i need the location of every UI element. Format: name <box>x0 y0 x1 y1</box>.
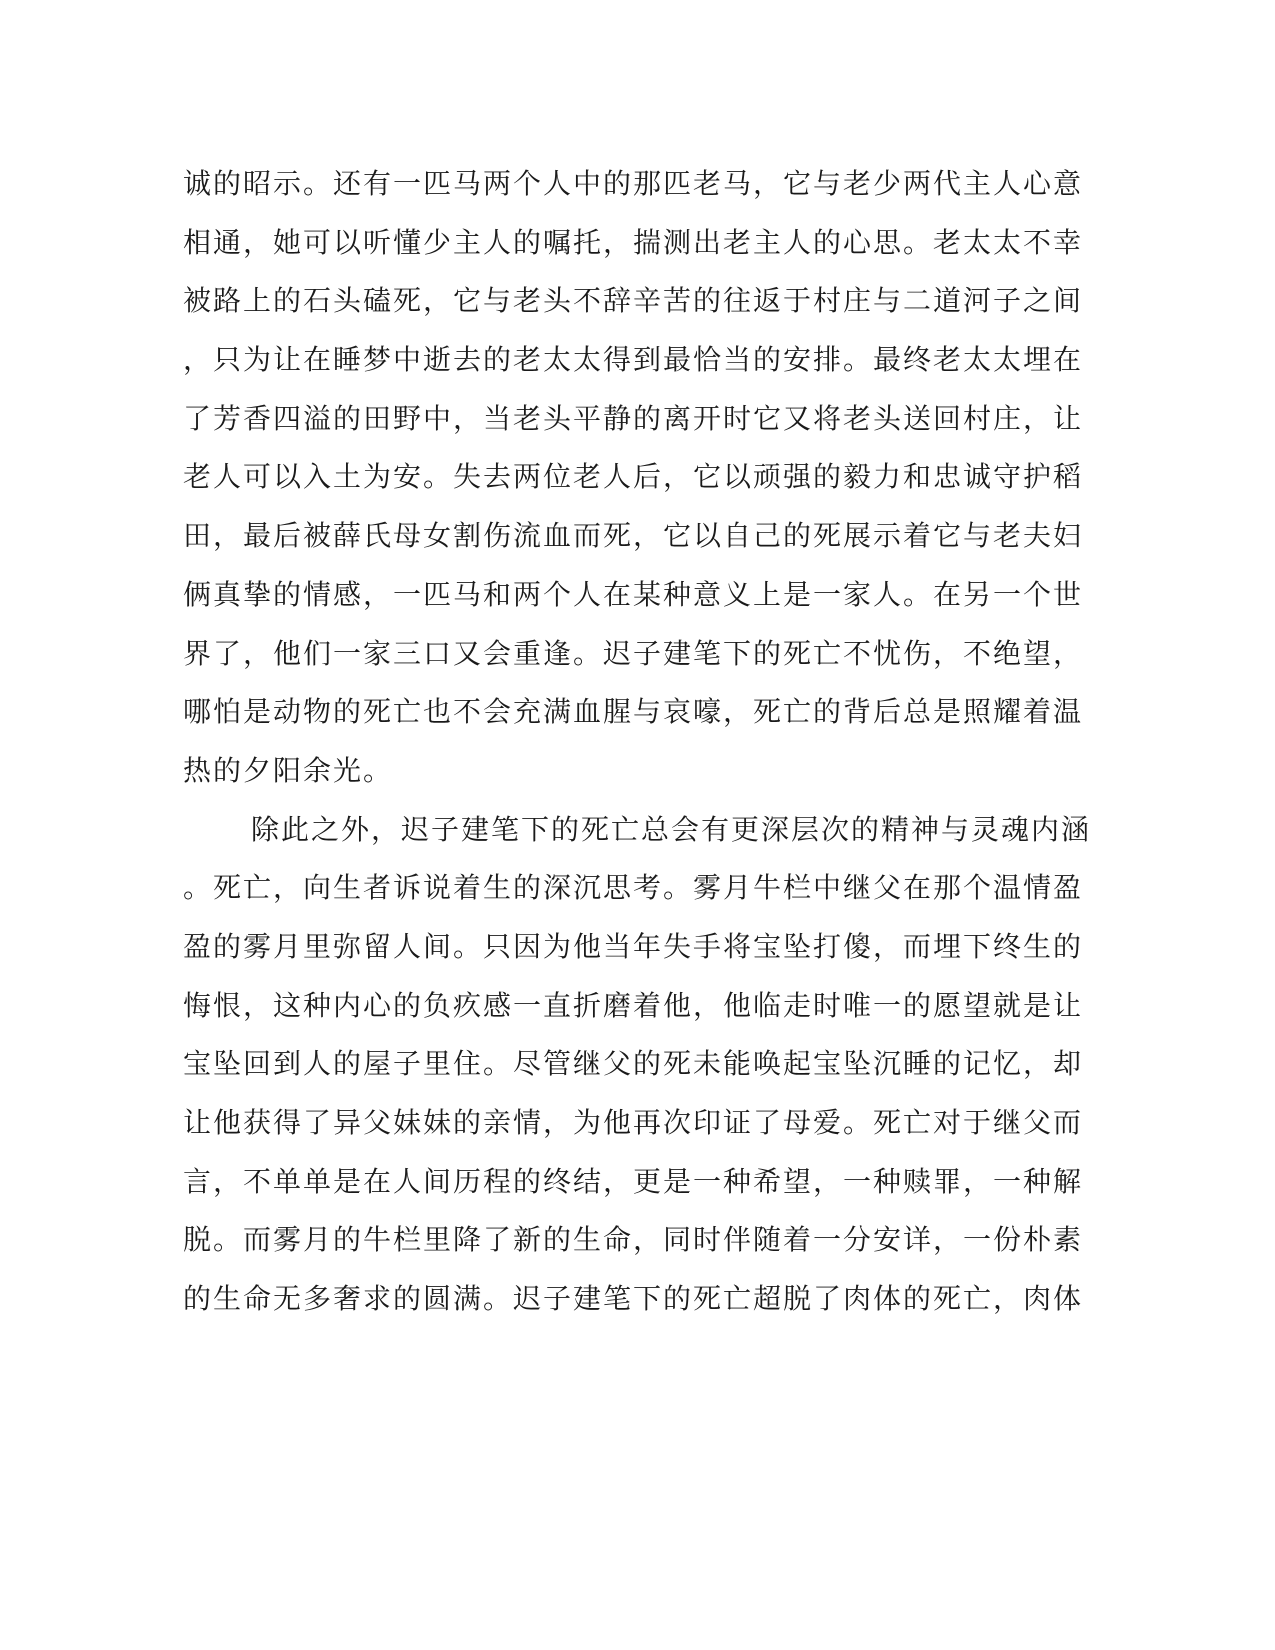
text-line: 的生命无多奢求的圆满。迟子建笔下的死亡超脱了肉体的死亡，肉体 <box>183 1282 1084 1316</box>
text-line: 界了，他们一家三口又会重逢。迟子建笔下的死亡不忧伤，不绝望， <box>183 636 1084 670</box>
text-line: 让他获得了异父妹妹的亲情，为他再次印证了母爱。死亡对于继父而 <box>183 1106 1084 1139</box>
text-line: 悔恨，这种内心的负疚感一直折磨着他，他临走时唯一的愿望就是让 <box>183 988 1084 1022</box>
text-line: 了芳香四溢的田野中，当老头平静的离开时它又将老头送回村庄，让 <box>183 401 1084 435</box>
text-line: 热的夕阳余光。 <box>183 753 394 787</box>
text-line: 诚的昭示。还有一匹马两个人中的那匹老马，它与老少两代主人心意 <box>183 167 1084 200</box>
text-line: 哪怕是动物的死亡也不会充满血腥与哀嚎，死亡的背后总是照耀着温 <box>183 695 1084 729</box>
body-text <box>183 155 1092 1329</box>
text-line: 言，不单单是在人间历程的终结，更是一种希望，一种赎罪，一种解 <box>183 1164 1084 1198</box>
text-line: 俩真挚的情感，一匹马和两个人在某种意义上是一家人。在另一个世 <box>183 577 1084 611</box>
text-line: 宝坠回到人的屋子里住。尽管继父的死未能唤起宝坠沉睡的记忆，却 <box>183 1047 1084 1081</box>
text-line: 盈的雾月里弥留人间。只因为他当年失手将宝坠打傻，而埋下终生的 <box>183 929 1084 963</box>
text-line: 被路上的石头磕死，它与老头不辞辛苦的往返于村庄与二道河子之间 <box>183 284 1084 318</box>
text-line: 相通，她可以听懂少主人的嘱托，揣测出老主人的心思。老太太不幸 <box>183 225 1084 259</box>
text-line: 田，最后被薛氏母女割伤流血而死，它以自己的死展示着它与老夫妇 <box>183 519 1084 553</box>
text-line: 老人可以入土为安。失去两位老人后，它以顽强的毅力和忠诚守护稻 <box>183 460 1084 494</box>
text-line: 脱。而雾月的牛栏里降了新的生命，同时伴随着一分安详，一份朴素 <box>183 1223 1084 1257</box>
paragraph-first-line: 除此之外，迟子建笔下的死亡总会有更深层次的精神与灵魂内涵 <box>251 812 1092 846</box>
text-line: 。死亡，向生者诉说着生的深沉思考。雾月牛栏中继父在那个温情盈 <box>183 871 1084 905</box>
text-line: ，只为让在睡梦中逝去的老太太得到最恰当的安排。最终老太太埋在 <box>183 343 1084 377</box>
